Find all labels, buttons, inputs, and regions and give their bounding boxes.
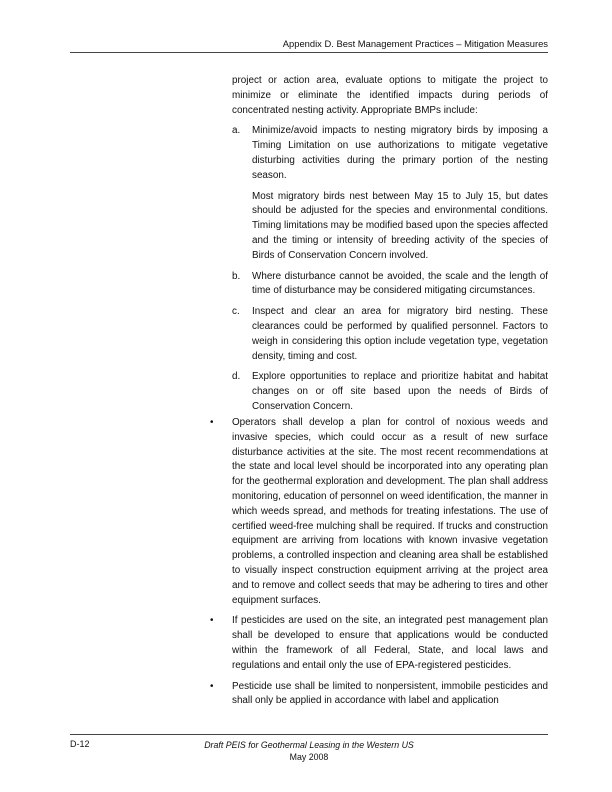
sub-item-b (232, 270, 548, 300)
sub-item-letter: b. (232, 270, 241, 282)
page-number: D-12 (70, 739, 90, 749)
running-header: Appendix D. Best Management Practices – Mitigation Measures (282, 38, 548, 49)
sub-item-text: Where disturbance cannot be avoided, the scale and the length of time of disturbance may be considered mitigating circumstances. (252, 270, 548, 297)
sub-item-letter: c. (232, 306, 240, 318)
sub-item-text: Inspect and clear an area for migratory bird nesting. These clearances could be performed by qualified personnel. Factors to weigh in considering this option include vegetation type, vegetation density, timing and cost. (252, 306, 548, 362)
bullet-text: Operators shall develop a plan for control of noxious weeds and invasive species, which could occur as a result of new surface disturbance activities at the site. The most recent recommendations at the state and local level should be incorporated into any operating plan for the geothermal exploration and development. The plan shall address monitoring, education of personnel on weed identification, the manner in which weeds spread, and methods for treating infestations. The use of certified weed-free mulching shall be required. If trucks and construction equipment are arriving from locations with known invasive vegetation problems, a controlled inspection and cleaning area shall be established to visually inspect construction equipment arriving at the project area and to remove and collect seeds that may be adhering to tires and other equipment surfaces. (232, 417, 548, 606)
bullet-item-pesticide-use (210, 680, 548, 710)
sub-item-d (232, 370, 548, 414)
bullet-icon: • (210, 680, 214, 692)
bullet-list (210, 416, 548, 709)
sub-item-c (232, 305, 548, 364)
bullet-item-pesticide-plan (210, 614, 548, 673)
footer-rule (70, 734, 548, 735)
footer-info (70, 739, 548, 763)
intro-paragraph: project or action area, evaluate options to mitigate the project to minimize or eliminate the identified impacts during periods of concentrated nesting activity. Appropriate BMPs include: (232, 75, 548, 116)
bullet-item-weeds (210, 416, 548, 608)
sub-item-text: Minimize/avoid impacts to nesting migratory birds by imposing a Timing Limitation on use authorizations to mitigate vegetative disturbing activities during the primary portion of the nesting season. (252, 125, 548, 181)
footer-date: May 2008 (289, 752, 329, 762)
sub-item-a (232, 124, 548, 183)
footer-title: Draft PEIS for Geothermal Leasing in the Western US (204, 740, 414, 750)
bullet-icon: • (210, 615, 214, 627)
bullet-text: Pesticide use shall be limited to nonpersistent, immobile pesticides and shall only be applied in accordance with label and application (232, 680, 548, 707)
header-rule (70, 52, 548, 53)
sub-item-letter: a. (232, 125, 241, 137)
sub-item-letter: d. (232, 371, 241, 383)
sub-item-text: Explore opportunities to replace and prioritize habitat and habitat changes on or off site based upon the needs of Birds of Conservation Concern. (252, 371, 548, 412)
continued-text-block (232, 74, 548, 415)
bullet-icon: • (210, 417, 214, 428)
bullet-text: If pesticides are used on the site, an integrated pest management plan shall be developed to ensure that applications would be conducted within the framework of all Federal, State, and local laws and regulations and entail only the use of EPA-registered pesticides. (232, 615, 548, 671)
sub-item-a-extra: Most migratory birds nest between May 15 to July 15, but dates should be adjusted for the species and environmental conditions. Timing limitations may be modified based upon the species affected and the timing or intensity of breeding activity of the species of Birds of Conservation Concern involved. (252, 190, 548, 261)
